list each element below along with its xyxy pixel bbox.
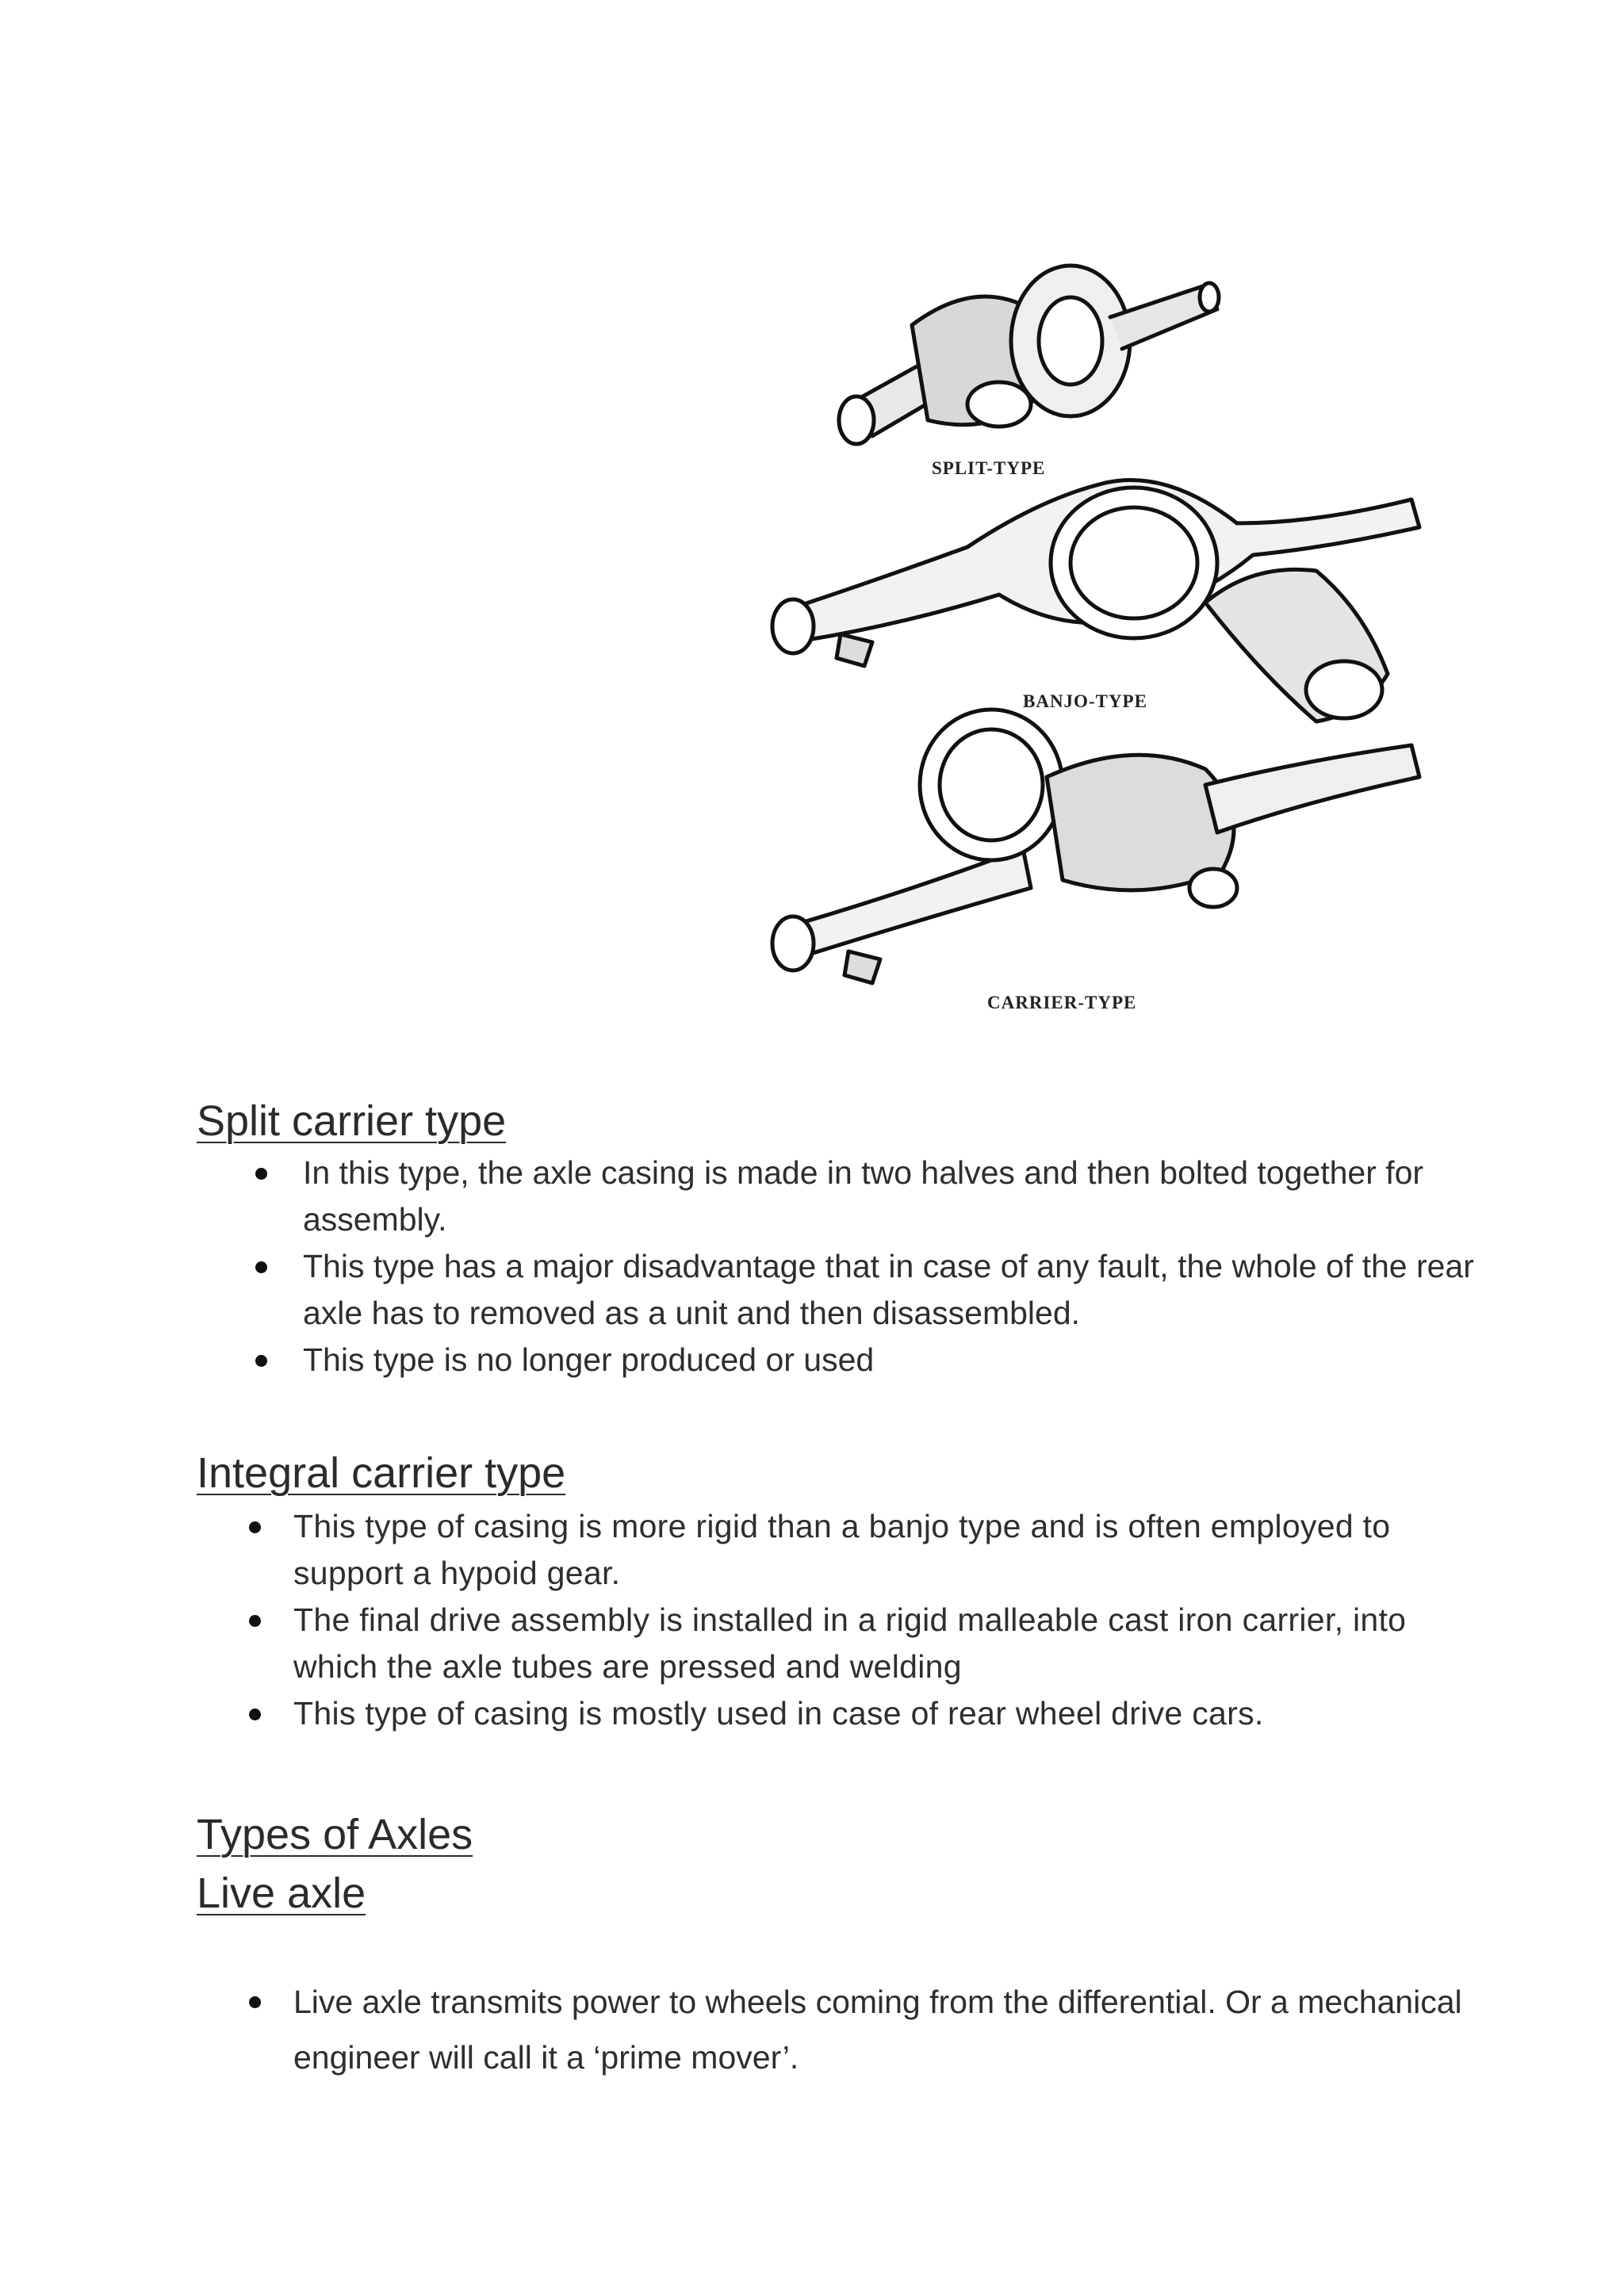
integral-carrier-heading: Integral carrier type (197, 1449, 566, 1497)
caption-split-type: SPLIT-TYPE (932, 458, 1046, 478)
split-carrier-section (197, 1096, 1497, 1383)
axle-casing-figure (761, 262, 1475, 1039)
list-item: In this type, the axle casing is made in two halves and then bolted together for assembly. (197, 1150, 1497, 1243)
split-carrier-list (197, 1150, 1497, 1383)
list-item: This type of casing is more rigid than a banjo type and is often employed to support a hypoid gear. (197, 1503, 1497, 1597)
live-axle-list (197, 1974, 1497, 2085)
integral-carrier-list (197, 1503, 1497, 1737)
types-of-axles-section (197, 1809, 1497, 2085)
carrier-type-drawing (772, 710, 1419, 983)
list-item: The final drive assembly is installed in a rigid malleable cast iron carrier, into which the axle tubes are pressed and welding (197, 1597, 1497, 1690)
list-item: Live axle transmits power to wheels coming from the differential. Or a mechanical engineer will call it a ‘prime mover’. (197, 1974, 1497, 2085)
list-item: This type of casing is mostly used in case of rear wheel drive cars. (197, 1690, 1497, 1737)
integral-carrier-section (197, 1448, 1497, 1737)
types-of-axles-heading: Types of Axles (197, 1811, 473, 1858)
axle-casing-drawing (761, 262, 1475, 1039)
live-axle-heading: Live axle (197, 1869, 366, 1917)
split-carrier-heading: Split carrier type (197, 1097, 507, 1145)
list-item: This type has a major disadvantage that in case of any fault, the whole of the rear axle has to removed as a unit and then disassembled. (197, 1243, 1497, 1337)
caption-banjo-type: BANJO-TYPE (1023, 691, 1147, 711)
banjo-type-drawing (772, 480, 1419, 721)
split-type-drawing (839, 266, 1219, 444)
caption-carrier-type: CARRIER-TYPE (987, 993, 1137, 1012)
list-item: This type is no longer produced or used (197, 1337, 1497, 1383)
